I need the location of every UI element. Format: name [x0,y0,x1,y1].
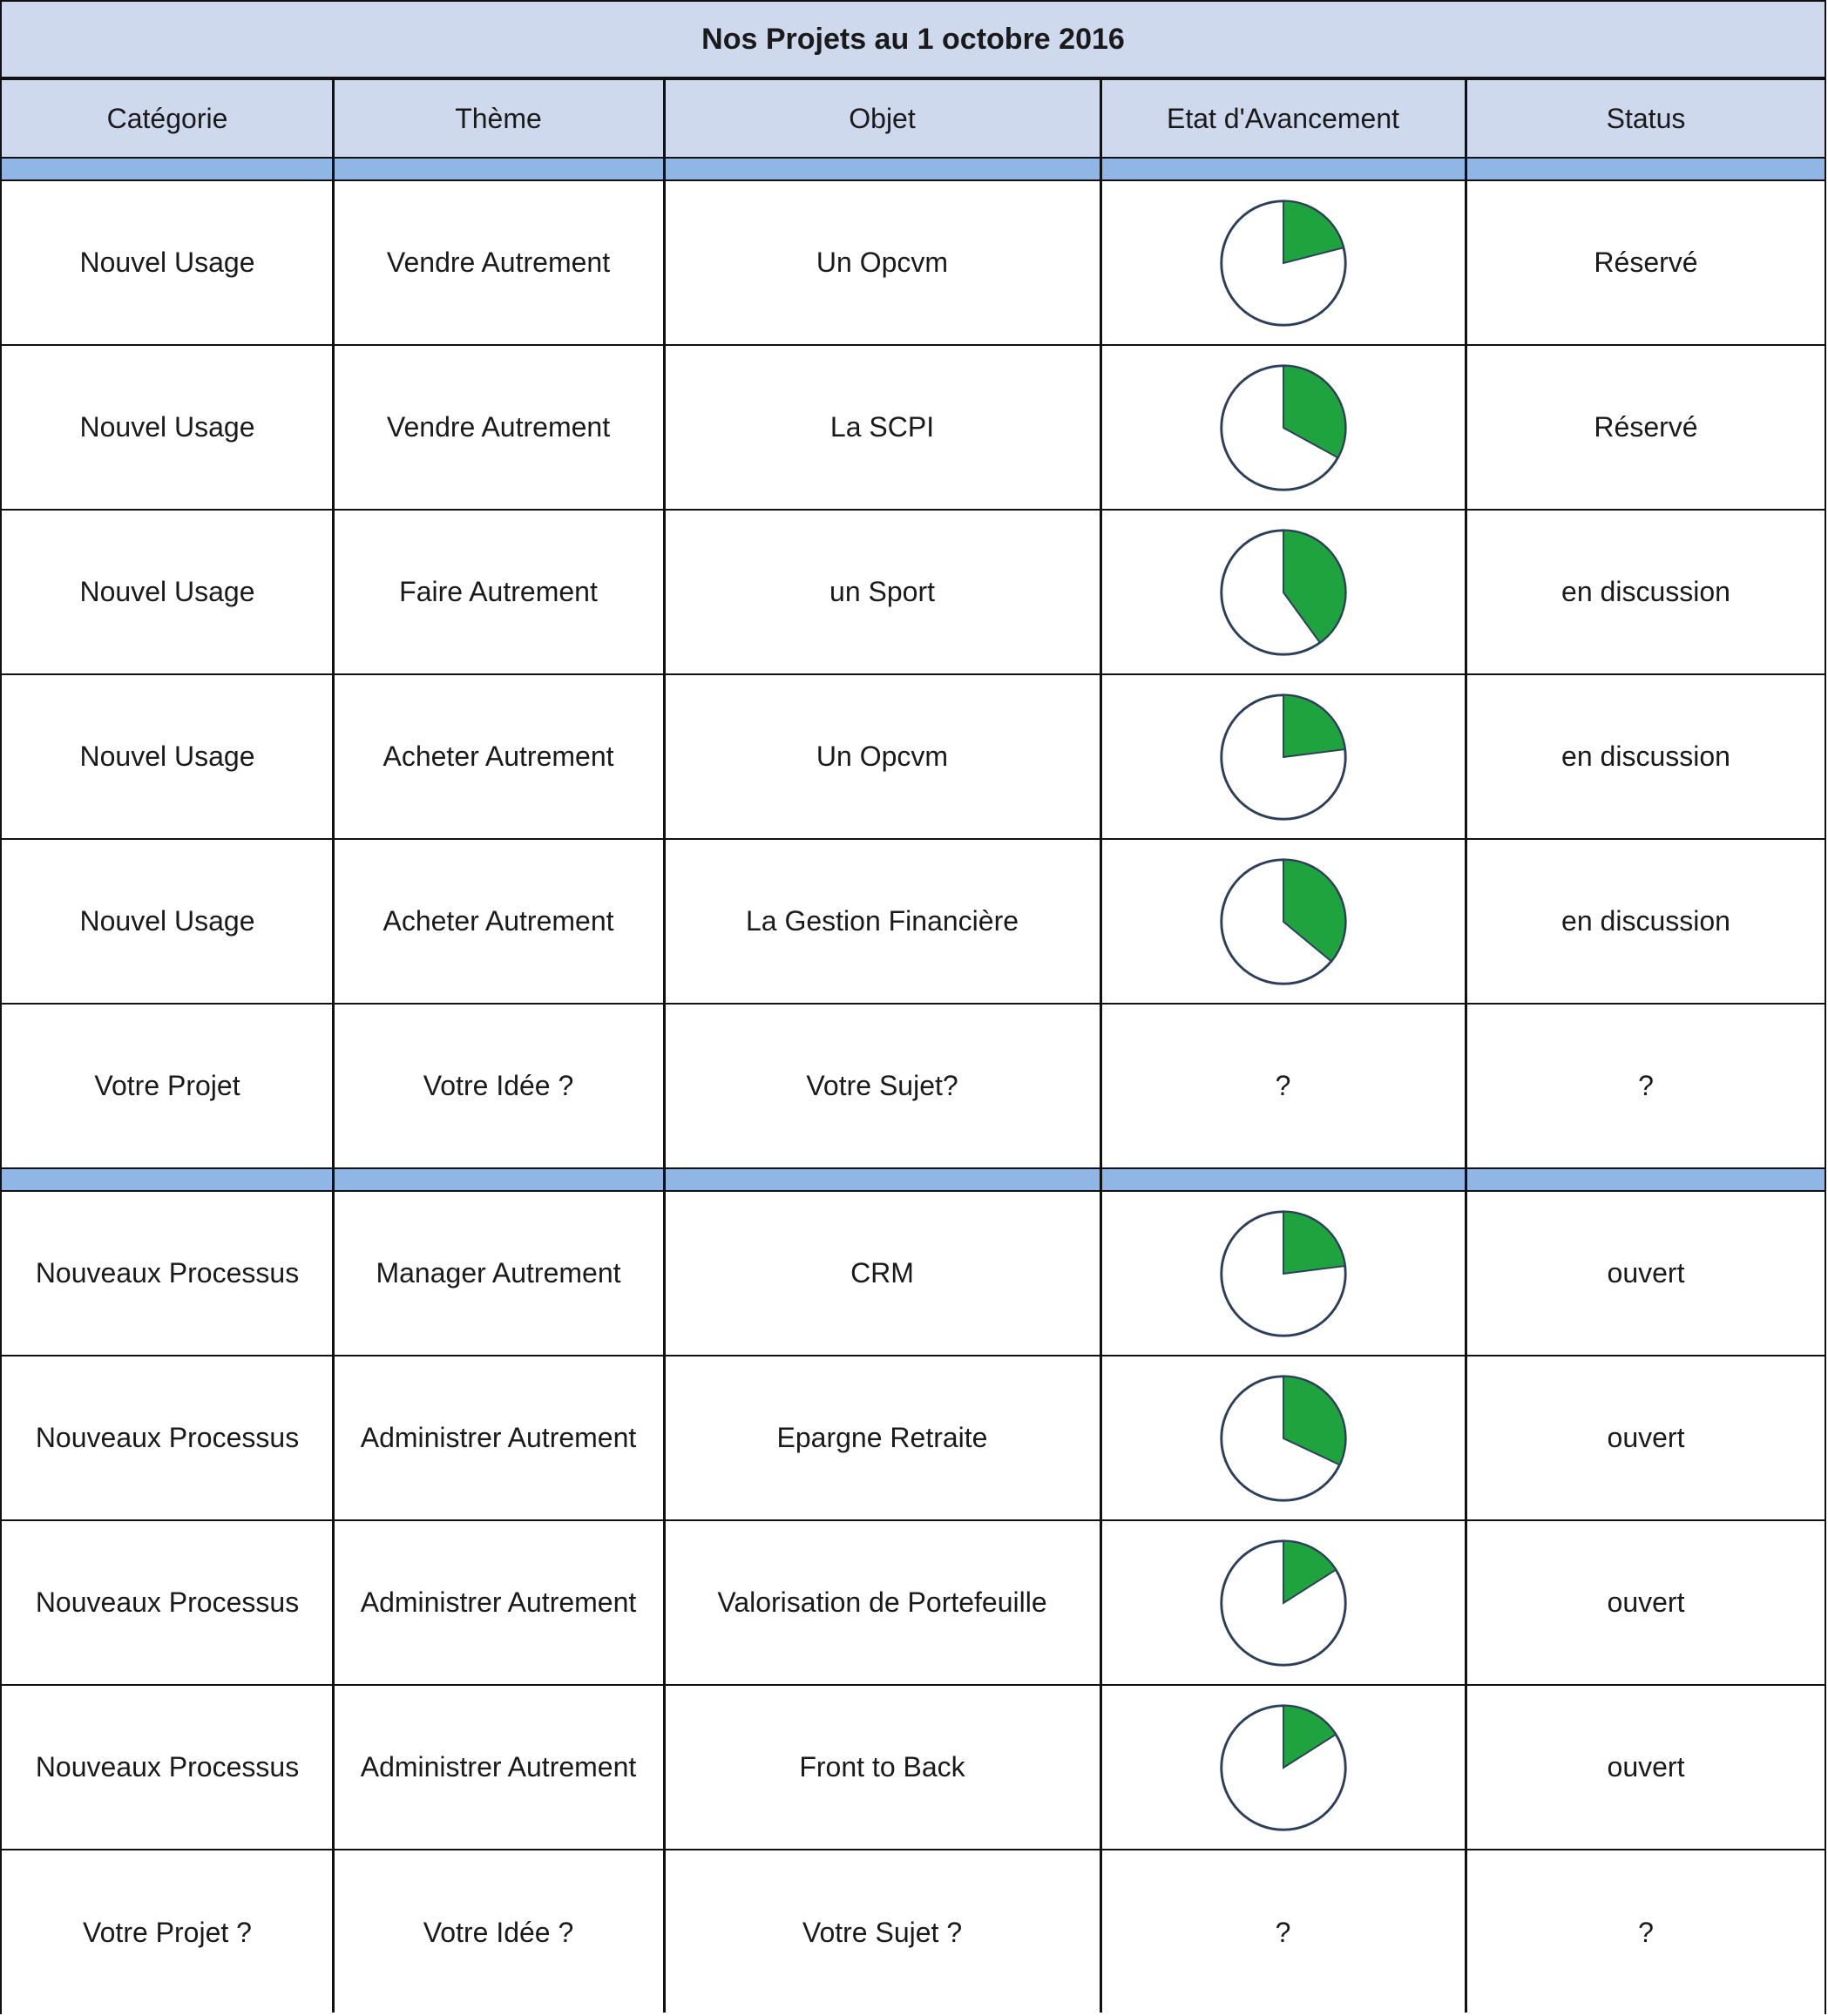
progress-pie [1216,1371,1351,1505]
cell-theme: Administrer Autrement [360,1586,637,1618]
cell-objet: La Gestion Financière [745,905,1019,937]
cell-objet: La SCPI [829,411,935,443]
progress-unknown: ? [1275,1917,1291,1948]
cell-status: en discussion [1561,741,1730,772]
table-row [2,840,1825,1005]
progress-pie [1216,1701,1351,1835]
cell-objet: Valorisation de Portefeuille [717,1586,1047,1618]
group-separator [2,159,1825,181]
cell-categorie: Nouveaux Processus [35,1751,300,1783]
table-row [2,1686,1825,1850]
cell-status: Réservé [1594,411,1698,443]
table-row [2,675,1825,840]
column-header-etat-avancement: Etat d'Avancement [1166,102,1399,134]
cell-etat-avancement [1100,1686,1466,1849]
cell-categorie: Nouvel Usage [79,576,255,607]
cell-etat-avancement [1100,840,1466,1003]
table-row [2,1850,1825,2015]
cell-status: en discussion [1561,576,1730,607]
cell-categorie: Votre Projet ? [83,1917,252,1948]
cell-theme: Acheter Autrement [383,741,614,772]
progress-pie [1216,1536,1351,1670]
progress-pie [1216,855,1351,989]
cell-etat-avancement [1100,1356,1466,1519]
cell-objet: Votre Sujet ? [802,1917,963,1948]
table-row [2,1521,1825,1686]
cell-status: en discussion [1561,905,1730,937]
cell-objet: un Sport [829,576,935,607]
table-title: Nos Projets au 1 octobre 2016 [2,2,1825,80]
cell-etat-avancement [1100,1850,1466,2015]
cell-status: ouvert [1607,1257,1685,1289]
cell-theme: Vendre Autrement [386,247,611,278]
cell-objet: Front to Back [799,1751,965,1783]
table-row [2,346,1825,511]
column-divider [332,80,335,2013]
cell-theme: Manager Autrement [376,1257,621,1289]
table-row [2,1356,1825,1521]
cell-objet: Votre Sujet? [806,1070,958,1101]
cell-theme: Acheter Autrement [383,905,614,937]
cell-etat-avancement [1100,1005,1466,1167]
column-divider [1465,80,1467,2013]
cell-categorie: Nouvel Usage [79,247,255,278]
table-row [2,511,1825,675]
cell-status: ouvert [1607,1586,1685,1618]
cell-theme: Vendre Autrement [386,411,611,443]
progress-unknown: ? [1275,1070,1291,1101]
cell-status: ouvert [1607,1751,1685,1783]
cell-categorie: Nouveaux Processus [35,1257,300,1289]
progress-pie [1216,361,1351,495]
progress-pie [1216,196,1351,330]
cell-theme: Administrer Autrement [360,1751,637,1783]
column-header-categorie: Catégorie [106,102,228,134]
progress-pie [1216,690,1351,824]
cell-objet: Un Opcvm [816,247,949,278]
cell-etat-avancement [1100,181,1466,344]
column-header-objet: Objet [849,102,916,134]
table-row [2,1005,1825,1169]
cell-categorie: Nouvel Usage [79,741,255,772]
cell-status: Réservé [1594,247,1698,278]
table-row [2,181,1825,346]
group-separator [2,1169,1825,1192]
progress-pie-slice [1283,1211,1345,1273]
column-divider [1100,80,1102,2013]
column-header-status: Status [1606,102,1686,134]
progress-pie [1216,1207,1351,1341]
cell-etat-avancement [1100,511,1466,673]
cell-etat-avancement [1100,346,1466,509]
column-header-theme: Thème [455,102,542,134]
cell-categorie: Nouvel Usage [79,411,255,443]
cell-theme: Administrer Autrement [360,1422,637,1453]
cell-etat-avancement [1100,1192,1466,1355]
cell-status: ouvert [1607,1422,1685,1453]
cell-etat-avancement [1100,675,1466,838]
cell-etat-avancement [1100,1521,1466,1684]
cell-categorie: Votre Projet [94,1070,240,1101]
cell-categorie: Nouvel Usage [79,905,255,937]
cell-objet: Epargne Retraite [776,1422,988,1453]
progress-pie [1216,525,1351,660]
cell-theme: Faire Autrement [399,576,598,607]
cell-objet: CRM [850,1257,914,1289]
progress-pie-slice [1283,694,1345,756]
cell-objet: Un Opcvm [816,741,949,772]
column-header-row [2,80,1825,159]
cell-status: ? [1638,1070,1654,1101]
cell-categorie: Nouveaux Processus [35,1422,300,1453]
cell-categorie: Nouveaux Processus [35,1586,300,1618]
cell-status: ? [1638,1917,1654,1948]
cell-theme: Votre Idée ? [423,1070,574,1101]
column-divider [663,80,666,2013]
table-row [2,1192,1825,1356]
cell-theme: Votre Idée ? [423,1917,574,1948]
